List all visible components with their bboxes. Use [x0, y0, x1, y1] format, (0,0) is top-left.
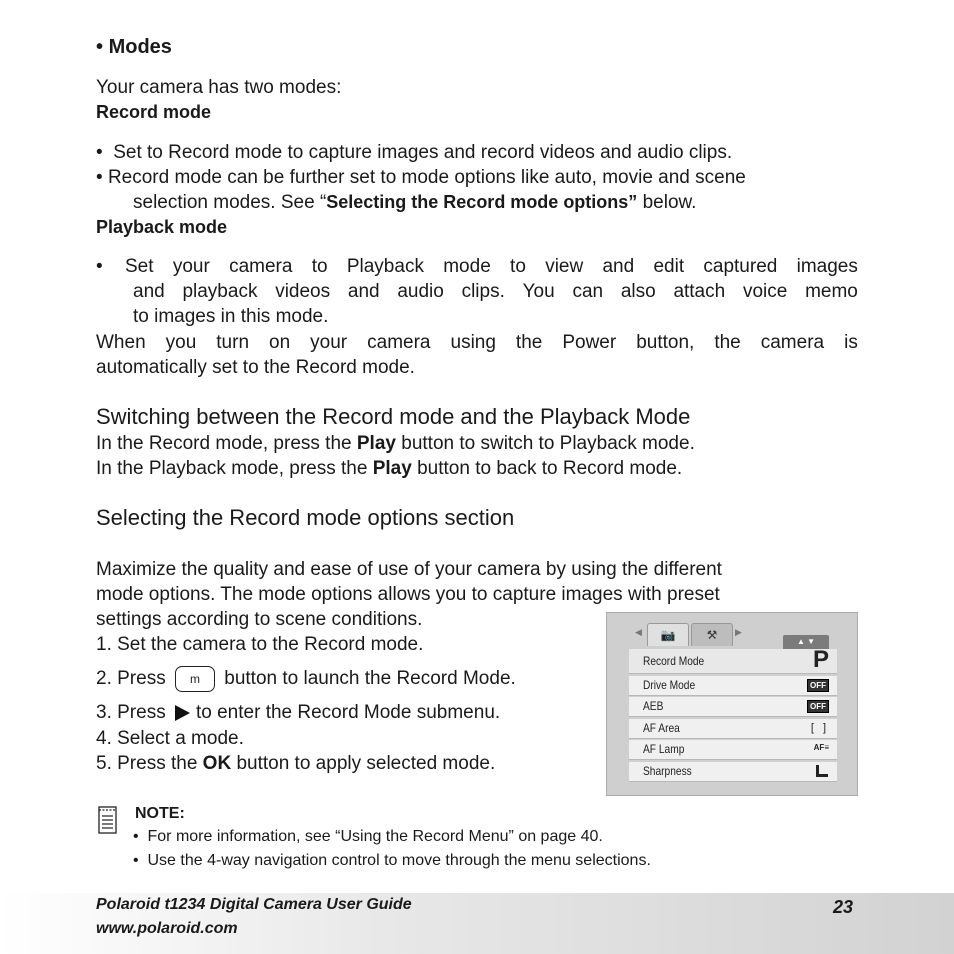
menu-row-record-mode[interactable]: [629, 646, 837, 674]
page-footer: [0, 893, 954, 954]
power-word: your: [310, 332, 348, 353]
power-word: you: [165, 332, 197, 353]
playback-word: captured: [703, 256, 778, 277]
note-bullet-2-text: Use the 4-way navigation control to move through the menu selections.: [147, 852, 651, 869]
camera-tab-icon: 📷: [647, 623, 689, 646]
program-mode-icon: P: [812, 646, 829, 673]
menu-row-af-area[interactable]: [629, 719, 837, 739]
bullet: •: [133, 828, 139, 845]
selecting-para-line1: Maximize the quality and ease of use of your camera by using the different: [96, 559, 722, 580]
setup-tab-icon: ⚒: [691, 623, 733, 646]
record-options-ref: Selecting the Record mode options”: [326, 192, 638, 212]
camera-menu-tabbar: [607, 613, 859, 646]
power-word: on: [269, 332, 291, 353]
website: www.polaroid.com: [96, 920, 238, 937]
switching-line2: [96, 456, 682, 481]
switching-line1-pre: In the Record mode, press the: [96, 433, 357, 454]
step-5-post: button to apply selected mode.: [231, 753, 496, 774]
note-bullet-2: [133, 850, 651, 872]
menu-row-label: Sharpness: [643, 763, 692, 778]
power-word: turn: [216, 332, 250, 353]
camera-menu-screenshot: [606, 612, 858, 796]
power-word: button,: [636, 332, 695, 353]
record-bullet-2-pre: selection modes. See “: [133, 192, 327, 213]
step-5: [96, 751, 495, 776]
playback-word: clips.: [461, 281, 505, 302]
playback-word: mode: [443, 256, 491, 277]
menu-row-af-lamp[interactable]: [629, 740, 837, 760]
menu-row-label: AF Area: [643, 720, 680, 735]
playback-word: your: [172, 256, 210, 277]
menu-row-label: AF Lamp: [643, 742, 685, 756]
menu-row-label: AEB: [643, 699, 664, 713]
playback-word: attach: [673, 281, 726, 302]
bullet: •: [96, 36, 104, 58]
ok-button-ref: OK: [202, 753, 232, 774]
power-para-line1: [96, 330, 858, 355]
power-word: camera: [367, 332, 431, 353]
step-2-post: button to launch the Record Mode.: [224, 668, 516, 690]
af-area-icon: [ ]: [810, 721, 829, 734]
playback-mode-title: Playback mode: [96, 217, 228, 237]
power-word: Power: [562, 332, 617, 353]
right-arrow-icon: [175, 705, 190, 721]
modes-intro: Your camera has two modes:: [96, 77, 342, 98]
menu-row-sharpness[interactable]: [629, 762, 837, 782]
power-word: is: [844, 332, 858, 353]
off-badge-icon: [807, 700, 829, 713]
playback-word: images: [796, 256, 858, 277]
playback-bullet-line1: [125, 254, 858, 279]
record-bullet-2: [96, 165, 746, 190]
playback-word: camera: [229, 256, 293, 277]
switching-line2-pre: In the Playback mode, press the: [96, 458, 373, 479]
step-2-pre: 2. Press: [96, 668, 166, 690]
note-title: NOTE:: [135, 805, 185, 822]
power-word: camera: [760, 332, 825, 353]
playback-word: videos: [275, 281, 331, 302]
step-1: 1. Set the camera to the Record mode.: [96, 634, 424, 655]
switching-heading: Switching between the Record mode and the Playback Mode: [96, 404, 691, 429]
record-bullet-2-text: Record mode can be further set to mode options like auto, movie and scene: [107, 167, 746, 188]
playback-word: Playback: [346, 256, 424, 277]
step-5-pre: 5. Press the: [96, 753, 203, 774]
af-lamp-text: AF: [813, 743, 825, 752]
playback-word: playback: [182, 281, 258, 302]
off-badge: OFF: [807, 700, 829, 713]
menu-row-label: Drive Mode: [643, 677, 696, 692]
step-3-post: to enter the Record Mode submenu.: [195, 702, 501, 723]
sharpness-shape: [815, 765, 829, 778]
playback-word: You: [522, 281, 555, 302]
record-bullet-2-post: below.: [637, 192, 697, 213]
playback-word: audio: [397, 281, 444, 302]
record-bullet-1-text: Set to Record mode to capture images and record videos and audio clips.: [113, 142, 733, 163]
power-word: using: [450, 332, 496, 353]
record-mode-title: Record mode: [96, 102, 212, 122]
playback-bullet-line3: to images in this mode.: [133, 306, 329, 327]
step-2: [96, 666, 516, 694]
playback-word: view: [545, 256, 584, 277]
sharpness-icon: [815, 765, 829, 781]
modes-heading: [96, 36, 172, 59]
bullet: •: [96, 167, 103, 188]
bullet: •: [96, 142, 103, 163]
selecting-para-line2: mode options. The mode options allows you to capture images with preset: [96, 584, 720, 605]
camera-menu-list: [629, 646, 837, 783]
playback-word: edit: [653, 256, 685, 277]
switching-line1: [96, 431, 695, 456]
playback-word: to: [510, 256, 526, 277]
step-4: 4. Select a mode.: [96, 728, 244, 749]
play-button-ref: Play: [356, 433, 396, 454]
playback-word: to: [311, 256, 328, 277]
power-word: the: [515, 332, 543, 353]
power-para-line2: automatically set to the Record mode.: [96, 357, 415, 378]
note-bullet-1: [133, 826, 603, 848]
selecting-heading: Selecting the Record mode options section: [96, 505, 515, 530]
playback-word: also: [620, 281, 656, 302]
playback-word: voice: [742, 281, 788, 302]
playback-bullet-line2: [133, 279, 858, 304]
guide-title: Polaroid t1234 Digital Camera User Guide: [96, 896, 412, 913]
playback-word: can: [572, 281, 604, 302]
menu-row-drive-mode[interactable]: [629, 676, 837, 696]
step-3: [96, 700, 500, 725]
playback-word: and: [347, 281, 380, 302]
record-bullet-2-line2: [133, 190, 696, 215]
play-button-ref: Play: [372, 458, 412, 479]
modes-heading-text: Modes: [108, 36, 172, 58]
af-lamp-icon: AF≡: [813, 743, 829, 752]
page-number: 23: [833, 897, 854, 917]
switching-line2-post: button to back to Record mode.: [411, 458, 683, 479]
menu-button-icon: m: [175, 666, 215, 692]
bullet: •: [133, 852, 139, 869]
playback-word: memo: [805, 281, 858, 302]
note-bullet-1-text: For more information, see “Using the Record Menu” on page 40.: [147, 828, 603, 845]
off-badge-icon: [807, 679, 829, 692]
note-icon: [98, 806, 117, 834]
tab-right-arrow-icon: ▶: [735, 627, 742, 637]
tab-left-arrow-icon: ◀: [635, 627, 642, 637]
menu-row-label: Record Mode: [643, 654, 705, 668]
off-badge: OFF: [807, 679, 829, 692]
power-word: When: [96, 332, 146, 353]
playback-word: and: [133, 281, 165, 302]
playback-word: and: [602, 256, 635, 277]
menu-row-aeb[interactable]: [629, 697, 837, 717]
playback-word: Set: [125, 256, 154, 277]
step-3-pre: 3. Press: [96, 702, 166, 723]
playback-bullet-bullet: •: [96, 256, 103, 277]
record-bullet-1: [96, 140, 732, 165]
selecting-para-line3: settings according to scene conditions.: [96, 609, 423, 630]
power-word: the: [714, 332, 741, 353]
switching-line1-post: button to switch to Playback mode.: [395, 433, 695, 454]
updown-indicator: ▲ ▼: [783, 635, 829, 649]
